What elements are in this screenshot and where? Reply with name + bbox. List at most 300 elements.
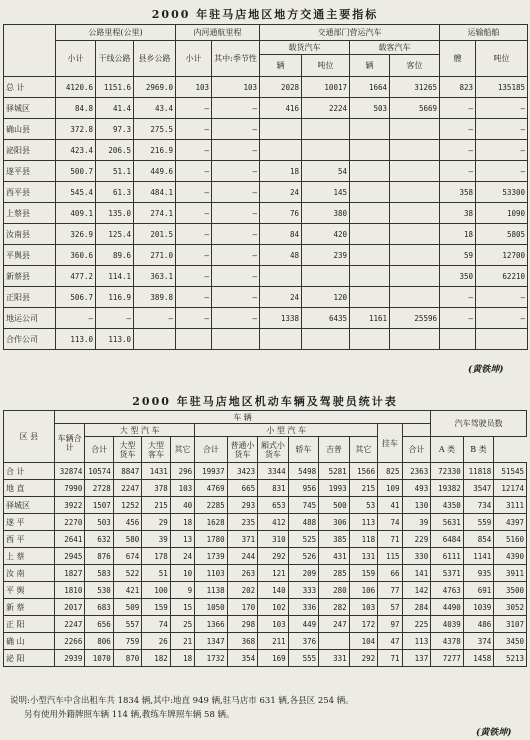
table-cell: 18 xyxy=(260,161,302,182)
table-cell: 3911 xyxy=(494,565,527,582)
table-cell: 239 xyxy=(302,245,350,266)
table-cell: 559 xyxy=(463,514,494,531)
table-cell: 4769 xyxy=(195,480,228,497)
table-cell xyxy=(440,329,476,350)
table-cell: 1050 xyxy=(195,599,228,616)
table-cell xyxy=(350,203,390,224)
table-cell: 57 xyxy=(378,599,402,616)
table-cell: — xyxy=(176,224,212,245)
table-cell: 10017 xyxy=(302,77,350,98)
table-cell: 2266 xyxy=(54,633,85,650)
table-cell: 292 xyxy=(349,650,377,667)
table-cell: 1810 xyxy=(54,582,85,599)
table-cell xyxy=(260,329,302,350)
table-cell: 215 xyxy=(349,480,377,497)
table2-title: 2000 年驻马店地区机动车辆及驾驶员统计表 xyxy=(132,395,398,408)
table-cell: 306 xyxy=(319,514,350,531)
table-cell: 285 xyxy=(319,565,350,582)
table1-author: (黄铁坤) xyxy=(468,365,504,375)
table-cell: 5805 xyxy=(476,224,528,245)
table-cell: 106 xyxy=(349,582,377,599)
table-cell: 103 xyxy=(170,480,194,497)
row-label: 合作公司 xyxy=(4,329,56,350)
table-cell: 2939 xyxy=(54,650,85,667)
table-cell xyxy=(302,329,350,350)
table-cell: 2945 xyxy=(54,548,85,565)
header-bus-count: 辆 xyxy=(350,55,390,77)
table-cell: 113 xyxy=(402,633,431,650)
table-cell: — xyxy=(212,287,260,308)
table-cell xyxy=(350,266,390,287)
table-cell: 118 xyxy=(349,531,377,548)
table-cell: 557 xyxy=(113,616,141,633)
table-cell: 1431 xyxy=(142,463,170,480)
header-county: 县乡公路 xyxy=(134,41,176,77)
header-large-other: 其它 xyxy=(170,437,194,463)
table-cell: 263 xyxy=(227,565,258,582)
table-cell: 137 xyxy=(402,650,431,667)
table-row xyxy=(4,308,528,329)
table-cell: 201.5 xyxy=(134,224,176,245)
table-cell: 2247 xyxy=(113,480,141,497)
table-cell: 13 xyxy=(170,531,194,548)
table-cell: 66 xyxy=(378,565,402,582)
table-cell: 11818 xyxy=(463,463,494,480)
table-cell: 477.2 xyxy=(56,266,96,287)
table-cell: 125.4 xyxy=(96,224,134,245)
table-cell: 54 xyxy=(302,161,350,182)
table-row xyxy=(4,245,528,266)
header-truck-tons: 吨位 xyxy=(302,55,350,77)
table2-note-1: 说明:小型汽车中含出租车共 1834 辆,其中:地直 949 辆,驻马店市 631 辆,各县区 254 辆。 xyxy=(10,696,354,706)
table-cell: — xyxy=(212,182,260,203)
row-label: 正 阳 xyxy=(4,616,55,633)
table-cell: 21 xyxy=(170,633,194,650)
table-cell: 74 xyxy=(142,616,170,633)
table-cell: 84 xyxy=(260,224,302,245)
table-cell: 935 xyxy=(463,565,494,582)
header-vehicles: 车 辆 xyxy=(54,411,430,424)
header-class-b: B 类 xyxy=(463,437,494,463)
table-cell: 2017 xyxy=(54,599,85,616)
row-label: 西 平 xyxy=(4,531,55,548)
table-cell: 202 xyxy=(227,582,258,599)
table-cell: 141 xyxy=(402,565,431,582)
header-class-a: A 类 xyxy=(431,437,464,463)
table-cell: 488 xyxy=(288,514,319,531)
table-row xyxy=(4,565,527,582)
table-cell: 656 xyxy=(85,616,113,633)
table-cell: 5213 xyxy=(494,650,527,667)
table-cell: 72330 xyxy=(431,463,464,480)
table-cell: — xyxy=(212,119,260,140)
table-cell: 4039 xyxy=(431,616,464,633)
table-row xyxy=(4,161,528,182)
table-cell: 5498 xyxy=(288,463,319,480)
table-cell: 4120.6 xyxy=(56,77,96,98)
table-cell: 10574 xyxy=(85,463,113,480)
table-cell: 2270 xyxy=(54,514,85,531)
table-cell: — xyxy=(440,161,476,182)
row-label: 驿城区 xyxy=(4,497,55,514)
table-cell xyxy=(176,329,212,350)
header-van: 厢式小货车 xyxy=(258,437,289,463)
table-cell: 59 xyxy=(440,245,476,266)
table-row xyxy=(4,224,528,245)
table-cell: 298 xyxy=(227,616,258,633)
row-label: 确山县 xyxy=(4,119,56,140)
table-cell: — xyxy=(212,98,260,119)
table1-title: 2000 年驻马店地区地方交通主要指标 xyxy=(151,8,379,21)
table-cell xyxy=(390,287,440,308)
table-cell: 109 xyxy=(378,480,402,497)
table-cell: — xyxy=(476,98,528,119)
table-cell xyxy=(390,266,440,287)
table-cell: 114.1 xyxy=(96,266,134,287)
table-cell: 956 xyxy=(288,480,319,497)
table-cell: 691 xyxy=(463,582,494,599)
table-cell: 1039 xyxy=(463,599,494,616)
table-cell: 131 xyxy=(349,548,377,565)
table-cell xyxy=(302,140,350,161)
header-drivers: 汽车驾驶员数 xyxy=(431,411,527,437)
table-cell: 870 xyxy=(113,650,141,667)
table-cell: 545.4 xyxy=(56,182,96,203)
header-dept-vehicles: 交通部门营运汽车 xyxy=(260,25,440,41)
table-cell xyxy=(302,266,350,287)
table-cell: 40 xyxy=(170,497,194,514)
table-cell: — xyxy=(176,245,212,266)
table-cell xyxy=(390,224,440,245)
table-cell: 178 xyxy=(142,548,170,565)
table-cell: — xyxy=(176,266,212,287)
table-cell: 142 xyxy=(402,582,431,599)
table-cell: 61.3 xyxy=(96,182,134,203)
row-label: 上蔡县 xyxy=(4,203,56,224)
table-row xyxy=(4,287,528,308)
table-cell: 211 xyxy=(258,633,289,650)
table-cell: 130 xyxy=(402,497,431,514)
table-cell xyxy=(390,161,440,182)
table-cell: 683 xyxy=(85,599,113,616)
table-cell: 409.1 xyxy=(56,203,96,224)
table-row xyxy=(4,329,528,350)
table-cell xyxy=(390,329,440,350)
table-cell: 416 xyxy=(260,98,302,119)
table2-note-2: 另有使用外籍牌照车辆 114 辆,教练车牌照车辆 58 辆。 xyxy=(24,710,235,720)
table-cell xyxy=(390,182,440,203)
table-cell: 1366 xyxy=(195,616,228,633)
table-cell: — xyxy=(212,245,260,266)
table-cell: 759 xyxy=(113,633,141,650)
table-cell: 380 xyxy=(302,203,350,224)
table-cell: — xyxy=(176,308,212,329)
table-cell: 24 xyxy=(260,182,302,203)
table-cell: 89.6 xyxy=(96,245,134,266)
table-cell: 170 xyxy=(227,599,258,616)
row-label: 新 蔡 xyxy=(4,599,55,616)
table-cell: 182 xyxy=(142,650,170,667)
header-ships: 运输船舶 xyxy=(440,25,528,41)
table-cell: 1252 xyxy=(113,497,141,514)
table-cell: 115 xyxy=(378,548,402,565)
table-cell: 378 xyxy=(142,480,170,497)
table-cell xyxy=(350,140,390,161)
table-cell: 71 xyxy=(378,650,402,667)
table-cell: — xyxy=(212,140,260,161)
table-cell: 456 xyxy=(113,514,141,531)
table-cell xyxy=(212,329,260,350)
table-cell: 503 xyxy=(85,514,113,531)
header-water-subtotal: 小计 xyxy=(176,41,212,77)
table-cell: 18 xyxy=(440,224,476,245)
header-small-truck: 普通小货车 xyxy=(227,437,258,463)
table-cell: 674 xyxy=(113,548,141,565)
table-cell: 97.3 xyxy=(96,119,134,140)
table-cell: 358 xyxy=(440,182,476,203)
table-cell: 296 xyxy=(170,463,194,480)
table-cell: 2363 xyxy=(402,463,431,480)
table-cell: 580 xyxy=(113,531,141,548)
row-label: 新蔡县 xyxy=(4,266,56,287)
row-label: 上 蔡 xyxy=(4,548,55,565)
header-large-sub: 合计 xyxy=(85,437,113,463)
table-cell: 360.6 xyxy=(56,245,96,266)
table-cell: — xyxy=(476,119,528,140)
table-cell: 1338 xyxy=(260,308,302,329)
table-cell: 244 xyxy=(227,548,258,565)
table-cell: 2641 xyxy=(54,531,85,548)
table-cell: 326.9 xyxy=(56,224,96,245)
table-cell: 113 xyxy=(349,514,377,531)
table-cell: — xyxy=(212,308,260,329)
table-cell: 39 xyxy=(402,514,431,531)
row-label: 西平县 xyxy=(4,182,56,203)
transport-indicators-table xyxy=(3,24,528,350)
table-cell: 103 xyxy=(176,77,212,98)
table-cell: 6111 xyxy=(431,548,464,565)
table-cell: 333 xyxy=(288,582,319,599)
header-jeep: 吉普 xyxy=(319,437,350,463)
table-row xyxy=(4,514,527,531)
table-cell: 10 xyxy=(170,565,194,582)
table-cell: — xyxy=(476,140,528,161)
table-cell: 216.9 xyxy=(134,140,176,161)
table-cell: 1458 xyxy=(463,650,494,667)
header-trunk: 干线公路 xyxy=(96,41,134,77)
table-cell: 5281 xyxy=(319,463,350,480)
table-cell: 1141 xyxy=(463,548,494,565)
table-cell xyxy=(350,224,390,245)
table-cell: 3344 xyxy=(258,463,289,480)
table-cell: 1780 xyxy=(195,531,228,548)
row-label: 平舆县 xyxy=(4,245,56,266)
table-cell xyxy=(319,633,350,650)
table-cell: 7277 xyxy=(431,650,464,667)
table-cell: 121 xyxy=(258,565,289,582)
table-cell: 74 xyxy=(378,514,402,531)
header-seasonal: 其中:季节性 xyxy=(212,41,260,77)
table-cell: 526 xyxy=(288,548,319,565)
table-cell: 831 xyxy=(258,480,289,497)
table-cell: 19382 xyxy=(431,480,464,497)
table-cell: — xyxy=(476,161,528,182)
table-cell: 103 xyxy=(258,616,289,633)
table-cell: 116.9 xyxy=(96,287,134,308)
table-cell: 503 xyxy=(350,98,390,119)
table-cell: 412 xyxy=(258,514,289,531)
table-cell xyxy=(350,119,390,140)
table-cell: 71 xyxy=(378,531,402,548)
table-cell: 274.1 xyxy=(134,203,176,224)
table-cell: 84.8 xyxy=(56,98,96,119)
table-row xyxy=(4,497,527,514)
table-cell: 3547 xyxy=(463,480,494,497)
table-cell: 5669 xyxy=(390,98,440,119)
table-cell xyxy=(350,182,390,203)
table-cell xyxy=(390,119,440,140)
table-cell: 368 xyxy=(227,633,258,650)
table-cell: 1507 xyxy=(85,497,113,514)
table-cell: — xyxy=(56,308,96,329)
table-cell: 159 xyxy=(142,599,170,616)
table-cell: 51545 xyxy=(494,463,527,480)
header-waterway: 内河通航里程 xyxy=(176,25,260,41)
table-cell xyxy=(390,245,440,266)
table-cell: 6435 xyxy=(302,308,350,329)
table-cell: 140 xyxy=(258,582,289,599)
table-cell: 2969.0 xyxy=(134,77,176,98)
table-cell xyxy=(350,329,390,350)
table-cell: 215 xyxy=(142,497,170,514)
row-label: 驿城区 xyxy=(4,98,56,119)
table-row xyxy=(4,531,527,548)
table-cell: 6484 xyxy=(431,531,464,548)
table-cell: 4390 xyxy=(494,548,527,565)
row-label: 地运公司 xyxy=(4,308,56,329)
header-bus-seats: 客位 xyxy=(390,55,440,77)
table-cell xyxy=(476,329,528,350)
table-cell: 1151.6 xyxy=(96,77,134,98)
table-cell: 2224 xyxy=(302,98,350,119)
header-driver-sub: 合计 xyxy=(402,437,431,463)
table-row xyxy=(4,98,528,119)
table-cell: — xyxy=(96,308,134,329)
table-cell: 530 xyxy=(85,582,113,599)
table-cell: — xyxy=(212,266,260,287)
table-cell: 293 xyxy=(227,497,258,514)
header-highway: 公路里程(公里) xyxy=(56,25,176,41)
table-cell xyxy=(134,329,176,350)
table-cell: 103 xyxy=(212,77,260,98)
table-cell: 51 xyxy=(142,565,170,582)
header-bus: 载客汽车 xyxy=(350,41,440,55)
row-label: 汝 南 xyxy=(4,565,55,582)
table-cell: 350 xyxy=(440,266,476,287)
table-cell: 806 xyxy=(85,633,113,650)
table-cell: 506.7 xyxy=(56,287,96,308)
table-cell: 653 xyxy=(258,497,289,514)
table-cell: 1161 xyxy=(350,308,390,329)
table-cell: 41.4 xyxy=(96,98,134,119)
table-cell: 29 xyxy=(142,514,170,531)
header-ship-tons: 吨位 xyxy=(476,41,528,77)
table-cell: 24 xyxy=(170,548,194,565)
table-cell: 206.5 xyxy=(96,140,134,161)
table-cell: 135185 xyxy=(476,77,528,98)
table-cell: 632 xyxy=(85,531,113,548)
table-cell: 1993 xyxy=(319,480,350,497)
table-cell: 665 xyxy=(227,480,258,497)
table-row xyxy=(4,599,527,616)
row-label: 正阳县 xyxy=(4,287,56,308)
table-cell: 53 xyxy=(349,497,377,514)
header-sou: 艘 xyxy=(440,41,476,77)
table-cell xyxy=(260,140,302,161)
table-cell: 2247 xyxy=(54,616,85,633)
table-cell: 271.0 xyxy=(134,245,176,266)
table-cell: 3423 xyxy=(227,463,258,480)
table-cell: — xyxy=(176,140,212,161)
table-cell: 1090 xyxy=(476,203,528,224)
table-cell: 1827 xyxy=(54,565,85,582)
table-cell: 225 xyxy=(402,616,431,633)
table-cell: 7990 xyxy=(54,480,85,497)
table-cell xyxy=(390,203,440,224)
header-small-sub: 合计 xyxy=(195,437,228,463)
table-cell: 330 xyxy=(402,548,431,565)
table-cell: 77 xyxy=(378,582,402,599)
table-cell: — xyxy=(176,287,212,308)
table-cell: 449.6 xyxy=(134,161,176,182)
row-label: 平 舆 xyxy=(4,582,55,599)
table-cell: 500.7 xyxy=(56,161,96,182)
table-cell xyxy=(260,119,302,140)
header-large: 大 型 汽 车 xyxy=(85,424,195,437)
table-cell xyxy=(350,245,390,266)
header-vehicle-total: 车辆合计 xyxy=(54,424,85,463)
table-cell: 53300 xyxy=(476,182,528,203)
table-cell: 247 xyxy=(319,616,350,633)
table-cell: 120 xyxy=(302,287,350,308)
table-cell: 5371 xyxy=(431,565,464,582)
table-cell: 372.8 xyxy=(56,119,96,140)
table-cell: 522 xyxy=(113,565,141,582)
table-cell xyxy=(350,161,390,182)
table-cell: 876 xyxy=(85,548,113,565)
header-large-bus: 大型客车 xyxy=(142,437,170,463)
table-cell: 12174 xyxy=(494,480,527,497)
table-cell: 385 xyxy=(319,531,350,548)
row-label: 泌 阳 xyxy=(4,650,55,667)
table-cell xyxy=(390,140,440,161)
table-cell: — xyxy=(440,119,476,140)
table-cell: 103 xyxy=(349,599,377,616)
table-row xyxy=(4,77,528,98)
table-cell: — xyxy=(440,308,476,329)
table-cell: 18 xyxy=(170,514,194,531)
table-cell: 31265 xyxy=(390,77,440,98)
table-row xyxy=(4,203,528,224)
table-cell: 3111 xyxy=(494,497,527,514)
table-cell: 76 xyxy=(260,203,302,224)
table-cell: 825 xyxy=(378,463,402,480)
table-row xyxy=(4,463,527,480)
table-cell: 15 xyxy=(170,599,194,616)
table-cell: 1566 xyxy=(349,463,377,480)
table-cell: 363.1 xyxy=(134,266,176,287)
table-cell: 41 xyxy=(378,497,402,514)
